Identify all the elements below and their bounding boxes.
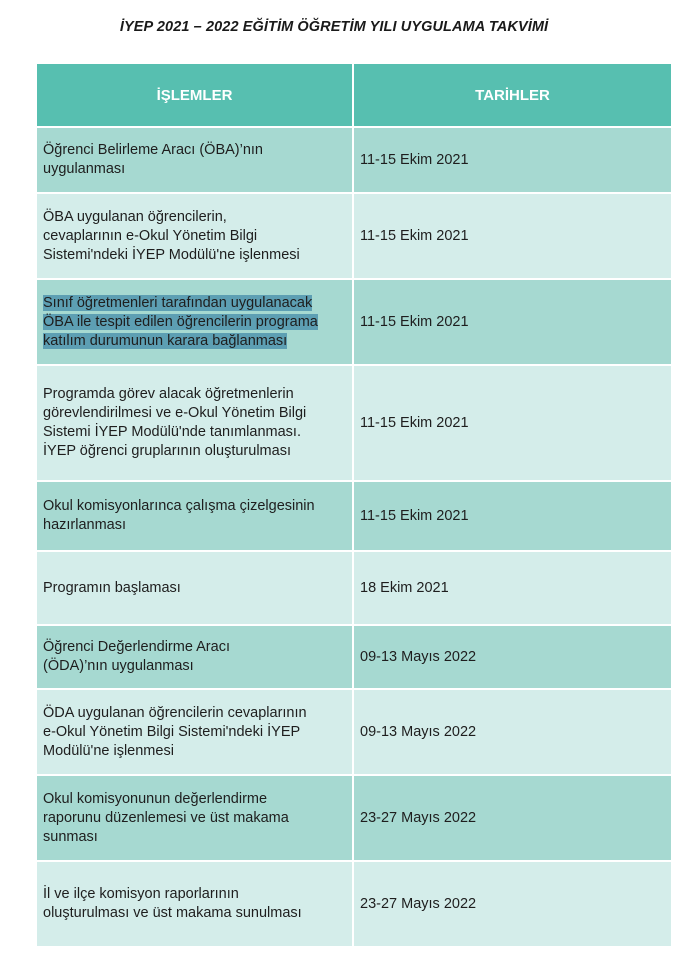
document-title: İYEP 2021 – 2022 EĞİTİM ÖĞRETİM YILI UYGULAMA TAKVİMİ — [119, 19, 549, 35]
operation-cell — [37, 127, 353, 193]
operation-cell — [37, 551, 353, 625]
operation-text-line: e-Okul Yönetim Bilgi Sistemi'ndeki İYEP — [43, 723, 301, 740]
operation-text-line: uygulanması — [43, 161, 126, 177]
operation-text-line: görevlendirilmesi ve e-Okul Yönetim Bilgi — [43, 405, 307, 421]
operation-text-line: İYEP öğrenci gruplarının oluşturulması — [43, 443, 291, 459]
operation-text-line: Programın başlaması — [43, 579, 181, 596]
operation-text-line: cevaplarının e-Okul Yönetim Bilgi — [43, 227, 258, 244]
operation-text-line: Sistemi'ndeki İYEP Modülü'ne işlenmesi — [43, 246, 300, 263]
operation-text-line: ÖBA ile tespit edilen öğrencilerin programa — [43, 313, 318, 330]
table-row — [37, 193, 671, 279]
operation-text-line: oluşturulması ve üst makama sunulması — [43, 905, 302, 921]
date-cell: 11-15 Ekim 2021 — [353, 365, 671, 481]
table-row — [37, 625, 671, 689]
table-row — [37, 481, 671, 551]
table-row — [37, 861, 671, 947]
operation-cell — [37, 481, 353, 551]
operation-text-line: Okul komisyonlarınca çalışma çizelgesinin — [43, 498, 315, 514]
operation-cell — [37, 861, 353, 947]
table-row — [37, 551, 671, 625]
schedule-table — [37, 64, 671, 948]
operation-text-line: Öğrenci Değerlendirme Aracı — [43, 639, 230, 655]
operation-text-line: İl ve ilçe komisyon raporlarının — [43, 886, 239, 902]
operation-cell — [37, 279, 353, 365]
table-row — [37, 775, 671, 861]
operation-text-line: Programda görev alacak öğretmenlerin — [43, 386, 294, 402]
date-cell: 09-13 Mayıs 2022 — [353, 625, 671, 689]
table-row — [37, 689, 671, 775]
date-cell: 11-15 Ekim 2021 — [353, 127, 671, 193]
operation-text-line: Öğrenci Belirleme Aracı (ÖBA)’nın — [43, 142, 263, 158]
operation-text-line: (ÖDA)’nın uygulanması — [43, 658, 194, 674]
header-operations: İŞLEMLER — [37, 64, 353, 127]
operation-cell — [37, 365, 353, 481]
table-row — [37, 127, 671, 193]
date-cell: 09-13 Mayıs 2022 — [353, 689, 671, 775]
table-header-row — [37, 64, 671, 127]
table-row — [37, 279, 671, 365]
date-cell: 23-27 Mayıs 2022 — [353, 861, 671, 947]
operation-text-line: katılım durumunun karara bağlanması — [43, 332, 288, 349]
date-cell: 18 Ekim 2021 — [353, 551, 671, 625]
operation-text-line: Okul komisyonunun değerlendirme — [43, 790, 268, 807]
operation-text-line: Sınıf öğretmenleri tarafından uygulanacak — [43, 294, 313, 311]
header-dates: TARİHLER — [353, 64, 671, 127]
date-cell: 11-15 Ekim 2021 — [353, 481, 671, 551]
operation-text-line: ÖDA uygulanan öğrencilerin cevaplarının — [43, 704, 307, 721]
operation-text-line: Sistemi İYEP Modülü'nde tanımlanması. — [43, 424, 301, 440]
operation-cell — [37, 775, 353, 861]
operation-text-line: Modülü'ne işlenmesi — [43, 742, 174, 759]
operation-text-line: sunması — [43, 828, 98, 845]
date-cell: 11-15 Ekim 2021 — [353, 193, 671, 279]
date-cell: 23-27 Mayıs 2022 — [353, 775, 671, 861]
date-cell: 11-15 Ekim 2021 — [353, 279, 671, 365]
operation-cell — [37, 193, 353, 279]
operation-cell — [37, 625, 353, 689]
operation-text-line: ÖBA uygulanan öğrencilerin, — [43, 208, 227, 225]
operation-text-line: raporunu düzenlemesi ve üst makama — [43, 809, 289, 826]
operation-text-line: hazırlanması — [43, 517, 127, 533]
table-row — [37, 365, 671, 481]
operation-cell — [37, 689, 353, 775]
